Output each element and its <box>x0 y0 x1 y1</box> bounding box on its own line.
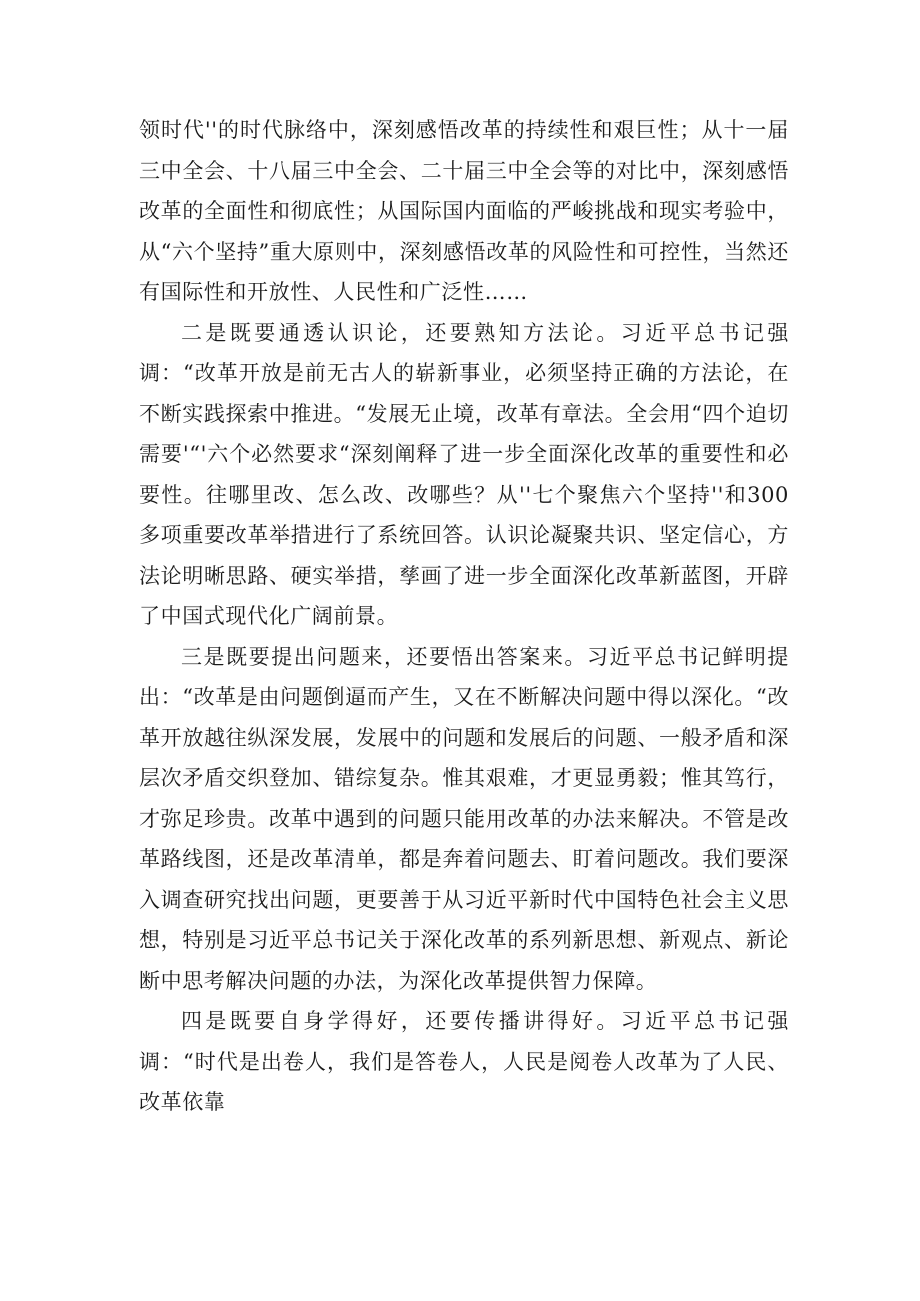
paragraph-two: 二是既要通透认识论，还要熟知方法论。习近平总书记强调：“改革开放是前无古人的崭新事业，必须坚持正确的方法论，在不断实践探索中推进。“发展无止境，改革有章法。全会用“四个迫切需要'“'六个必然要求“深刻阐释了进一步全面深化改革的重要性和必要性。往哪里改、怎么改、改哪些？从''七个聚焦六个坚持''和300多项重要改革举措进行了系统回答。认识论凝聚共识、坚定信心，方法论明晰思路、硬实举措，孳画了进一步全面深化改革新蓝图，开辟了中国式现代化广阔前景。 <box>139 320 789 628</box>
document-body <box>139 110 789 1123</box>
paragraph-continuation: 领时代''的时代脉络中，深刻感悟改革的持续性和艰巨性；从十一届三中全会、十八届三中全会、二十届三中全会等的对比中，深刻感悟改革的全面性和彻底性；从国际国内面临的严峻挑战和现实考验中，从“六个坚持”重大原则中，深刻感悟改革的风险性和可控性，当然还有国际性和开放性、人民性和广泛性…… <box>139 118 789 304</box>
paragraph-four: 四是既要自身学得好，还要传播讲得好。习近平总书记强调：“时代是出卷人，我们是答卷人，人民是阅卷人改革为了人民、改革依靠 <box>139 1009 789 1114</box>
paragraph-three: 三是既要提出问题来，还要悟出答案来。习近平总书记鲜明提出：“改革是由问题倒逼而产生，又在不断解决问题中得以深化。“改革开放越往纵深发展，发展中的问题和发展后的问题、一般矛盾和深层次矛盾交织登加、错综复杂。惟其艰难，才更显勇毅；惟其笃行，才弥足珍贵。改革中遇到的问题只能用改革的办法来解决。不管是改革路线图，还是改革清单，都是奔着问题去、盯着问题改。我们要深入调查研究找出问题，更要善于从习近平新时代中国特色社会主义思想，特别是习近平总书记关于深化改革的系列新思想、新观点、新论断中思考解决问题的办法，为深化改革提供智力保障。 <box>139 644 789 993</box>
